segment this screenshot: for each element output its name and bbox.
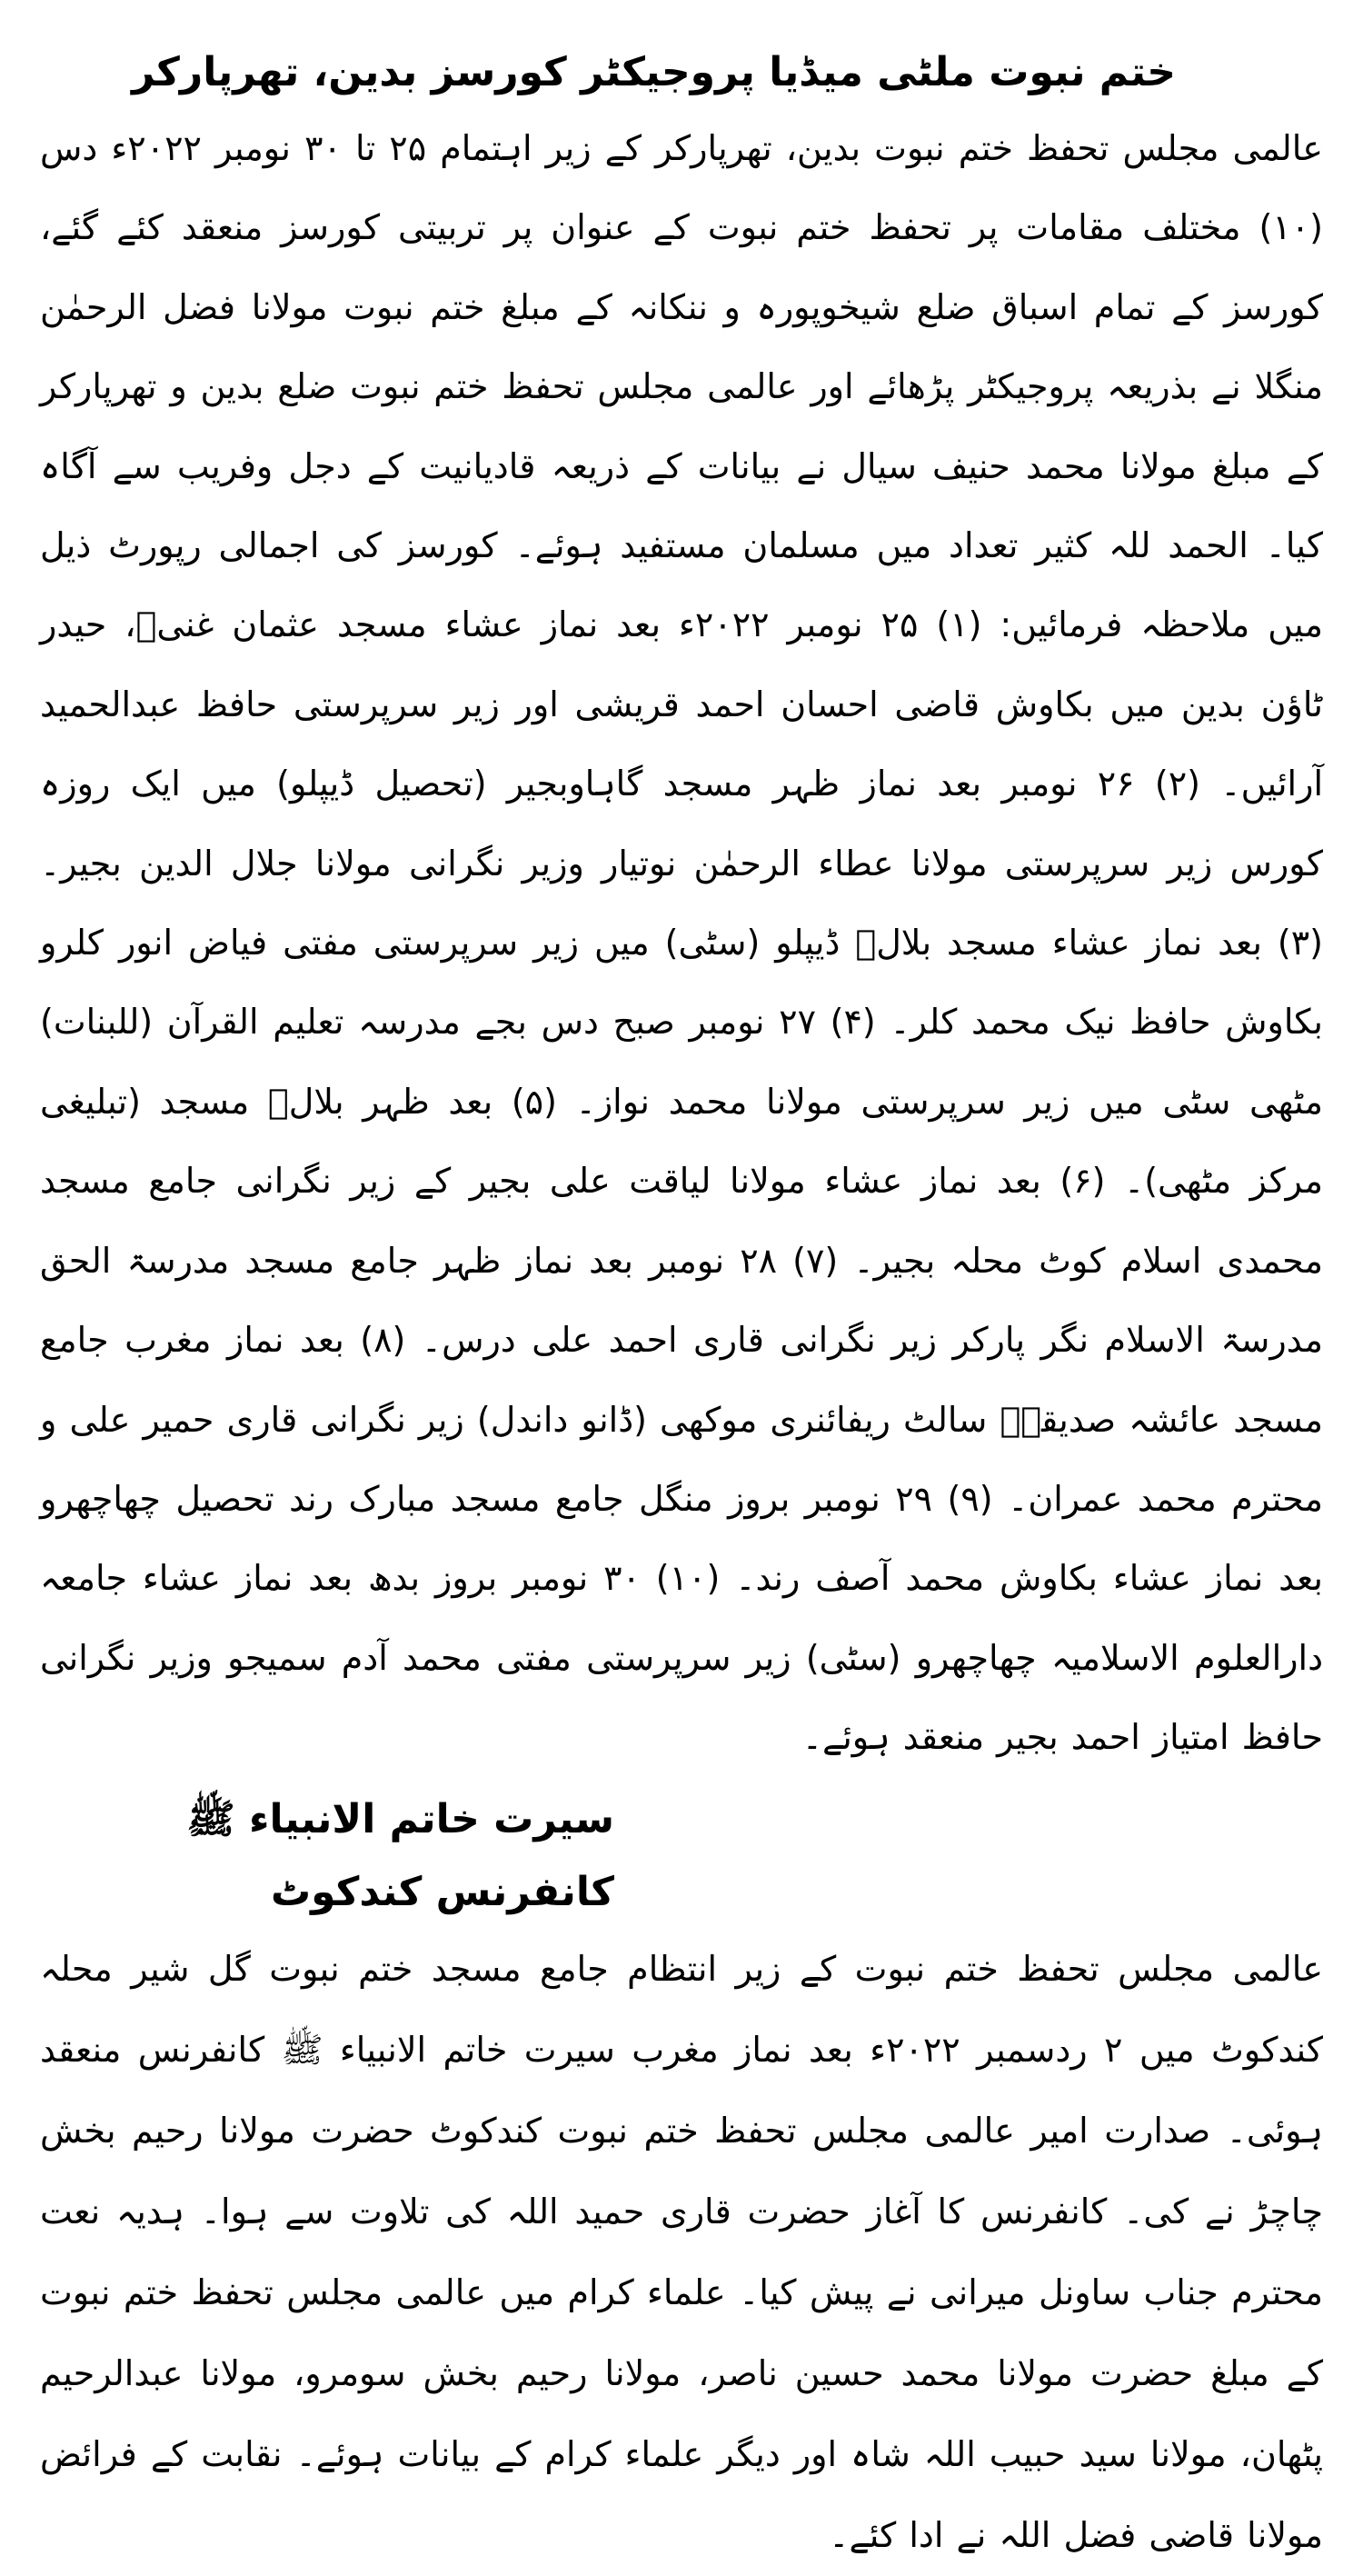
- article-body: عالمی مجلس تحفظ ختم نبوت بدین، تھرپارکر کے زیر اہتمام ۲۵ تا ۳۰ نومبر ۲۰۲۲ء دس (۱۰) مختلف مقامات پر تحفظ ختم نبوت کے عنوان پر تربیتی کورسز منعقد کئے گئے، کورسز کے تمام اسباق ضلع شیخوپورہ و ننکانہ کے مبلغ ختم نبوت مولانا فضل الرحمٰن منگلا نے بذریعہ پروجیکٹر پڑھائے اور عالمی مجلس تحفظ ختم نبوت ضلع بدین و تھرپارکر کے مبلغ مولانا محمد حنیف سیال نے بیانات کے ذریعہ قادیانیت کے دجل وفریب سے آگاہ کیا۔ الحمد للہ کثیر تعداد میں مسلمان مستفید ہوئے۔ کورسز کی اجمالی رپورٹ ذیل میں ملاحظہ فرمائیں: (۱) ۲۵ نومبر ۲۰۲۲ء بعد نماز عشاء مسجد عثمان غنیؓ، حیدر ٹاؤن بدین میں بکاوش قاضی احسان احمد قریشی اور زیر سرپرستی حافظ عبدالحمید آرائیں۔ (۲) ۲۶ نومبر بعد نماز ظہر مسجد گاہاوبجیر (تحصیل ڈیپلو) میں ایک روزہ کورس زیر سرپرستی مولانا عطاء الرحمٰن نوتیار وزیر نگرانی مولانا جلال الدین بجیر۔ (۳) بعد نماز عشاء مسجد بلالؓ ڈیپلو (سٹی) میں زیر سرپرستی مفتی فیاض انور کلرو بکاوش حافظ نیک محمد کلر۔ (۴) ۲۷ نومبر صبح دس بجے مدرسہ تعلیم القرآن (للبنات) مٹھی سٹی میں زیر سرپرستی مولانا محمد نواز۔ (۵) بعد ظہر بلالؓ مسجد (تبلیغی مرکز مٹھی)۔ (۶) بعد نماز عشاء مولانا لیاقت علی بجیر کے زیر نگرانی جامع مسجد محمدی اسلام کوٹ محلہ بجیر۔ (۷) ۲۸ نومبر بعد نماز ظہر جامع مسجد مدرسۃ الحق مدرسۃ الاسلام نگر پارکر زیر نگرانی قاری احمد علی درس۔ (۸) بعد نماز مغرب جامع مسجد عائشہ صدیقہؓ سالٹ ریفائنری موکھی (ڈانو داندل) زیر نگرانی قاری حمیر علی و محترم محمد عمران۔ (۹) ۲۹ نومبر بروز منگل جامع مسجد مبارک رند تحصیل چھاچھرو بعد نماز عشاء بکاوش محمد آصف رند۔ (۱۰) ۳۰ نومبر بروز بدھ بعد نماز عشاء جامعہ دارالعلوم الاسلامیہ چھاچھرو (سٹی) زیر سرپرستی مفتی محمد آدم سمیجو وزیر نگرانی حافظ امتیاز احمد بجیر منعقد ہوئے۔: [40, 128, 1324, 1758]
- article-khatm-nabuwwat-courses: [40, 36, 1323, 1778]
- article-title: ختم نبوت ملٹی میڈیا پروجیکٹر کورسز بدین، تھرپارکر: [131, 49, 1176, 95]
- article-body: عالمی مجلس تحفظ ختم نبوت کے زیر انتظام جامع مسجد ختم نبوت گل شیر محلہ کندکوٹ میں ۲ ردسمبر ۲۰۲۲ء بعد نماز مغرب سیرت خاتم الانبیاء ﷺ کانفرنس منعقد ہوئی۔ صدارت امیر عالمی مجلس تحفظ ختم نبوت کندکوٹ حضرت مولانا رحیم بخش چاچڑ نے کی۔ کانفرنس کا آغاز حضرت قاری حمید اللہ کی تلاوت سے ہوا۔ ہدیہ نعت محترم جناب ساونل میرانی نے پیش کیا۔ علماء کرام میں عالمی مجلس تحفظ ختم نبوت کے مبلغ حضرت مولانا محمد حسین ناصر، مولانا رحیم بخش سومرو، مولانا عبدالرحیم پٹھان، مولانا سید حبیب اللہ شاہ اور دیگر علماء کرام کے بیانات ہوئے۔ نقابت کے فرائض مولانا قاضی فضل اللہ نے ادا کئے۔: [40, 1948, 1323, 2555]
- article-title: سیرت خاتم الانبیاء ﷺ کانفرنس کندکوٹ: [186, 1795, 614, 1915]
- article-seerat-conference: [40, 1783, 1323, 2576]
